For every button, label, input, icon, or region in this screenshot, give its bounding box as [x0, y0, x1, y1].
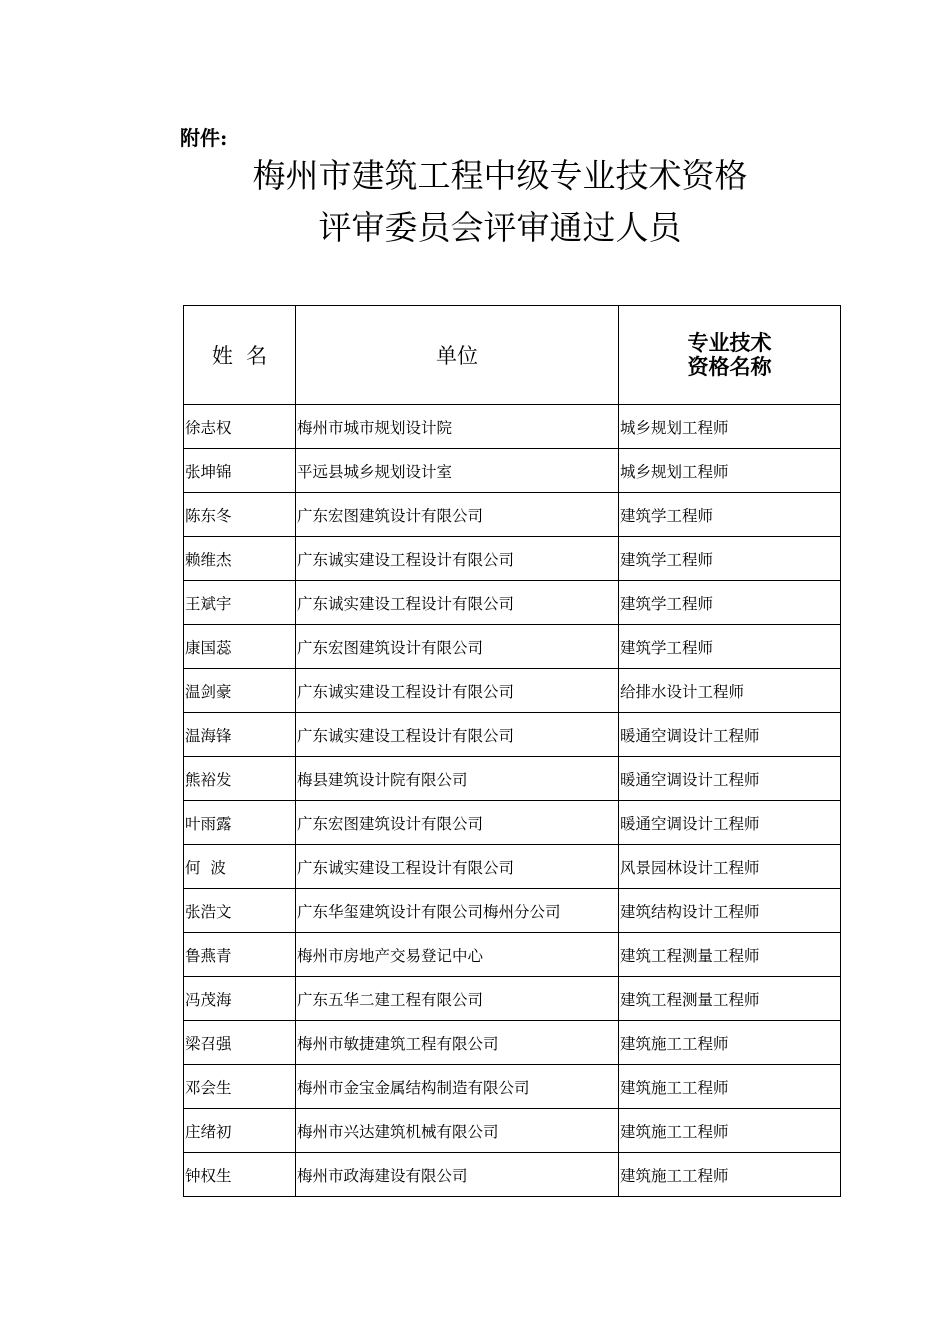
- cell-unit: 广东华玺建筑设计有限公司梅州分公司: [296, 889, 619, 933]
- title-line-1: 梅州市建筑工程中级专业技术资格: [252, 156, 748, 195]
- table-row: [184, 889, 841, 933]
- cell-name: 鲁燕青: [184, 933, 296, 977]
- header-qualification-line-2: 资格名称: [687, 355, 772, 379]
- document-title: [0, 150, 950, 254]
- cell-name: 张浩文: [184, 889, 296, 933]
- cell-unit: 梅州市敏捷建筑工程有限公司: [296, 1021, 619, 1065]
- cell-name: 王斌宇: [184, 581, 296, 625]
- cell-qualification: 建筑学工程师: [619, 493, 841, 537]
- cell-qualification: 建筑学工程师: [619, 581, 841, 625]
- cell-qualification: 暖通空调设计工程师: [619, 713, 841, 757]
- cell-unit: 广东宏图建筑设计有限公司: [296, 493, 619, 537]
- cell-unit: 梅州市房地产交易登记中心: [296, 933, 619, 977]
- table-row: [184, 977, 841, 1021]
- cell-qualification: 建筑工程测量工程师: [619, 933, 841, 977]
- cell-name: 钟权生: [184, 1153, 296, 1197]
- table-row: [184, 449, 841, 493]
- cell-name: 叶雨露: [184, 801, 296, 845]
- cell-unit: 梅县建筑设计院有限公司: [296, 757, 619, 801]
- cell-unit: 梅州市兴达建筑机械有限公司: [296, 1109, 619, 1153]
- cell-qualification: 城乡规划工程师: [619, 405, 841, 449]
- cell-qualification: 建筑结构设计工程师: [619, 889, 841, 933]
- header-unit: 单位: [296, 306, 619, 405]
- cell-unit: 平远县城乡规划设计室: [296, 449, 619, 493]
- cell-name: 庄绪初: [184, 1109, 296, 1153]
- table-row: [184, 537, 841, 581]
- cell-qualification: 风景园林设计工程师: [619, 845, 841, 889]
- cell-name: 康国蕊: [184, 625, 296, 669]
- table-row: [184, 757, 841, 801]
- table-body: [184, 405, 841, 1197]
- cell-unit: 广东诚实建设工程设计有限公司: [296, 713, 619, 757]
- table-row: [184, 1065, 841, 1109]
- cell-name: 冯茂海: [184, 977, 296, 1021]
- cell-unit: 广东宏图建筑设计有限公司: [296, 625, 619, 669]
- cell-qualification: 给排水设计工程师: [619, 669, 841, 713]
- cell-unit: 广东五华二建工程有限公司: [296, 977, 619, 1021]
- cell-unit: 梅州市金宝金属结构制造有限公司: [296, 1065, 619, 1109]
- cell-unit: 广东诚实建设工程设计有限公司: [296, 537, 619, 581]
- cell-unit: 广东诚实建设工程设计有限公司: [296, 669, 619, 713]
- table-row: [184, 933, 841, 977]
- cell-name: 何 波: [184, 845, 296, 889]
- attachment-label: 附件:: [180, 126, 228, 150]
- table-row: [184, 1021, 841, 1065]
- header-qualification: [619, 306, 841, 405]
- cell-qualification: 暖通空调设计工程师: [619, 757, 841, 801]
- cell-name: 熊裕发: [184, 757, 296, 801]
- cell-name: 赖维杰: [184, 537, 296, 581]
- cell-name: 温剑豪: [184, 669, 296, 713]
- cell-unit: 广东宏图建筑设计有限公司: [296, 801, 619, 845]
- cell-unit: 广东诚实建设工程设计有限公司: [296, 581, 619, 625]
- cell-name: 张坤锦: [184, 449, 296, 493]
- approved-personnel-table: [183, 305, 841, 1197]
- cell-qualification: 建筑学工程师: [619, 625, 841, 669]
- cell-name: 陈东冬: [184, 493, 296, 537]
- table-row: [184, 669, 841, 713]
- cell-unit: 梅州市城市规划设计院: [296, 405, 619, 449]
- header-qualification-line-1: 专业技术: [687, 331, 772, 355]
- cell-name: 温海锋: [184, 713, 296, 757]
- cell-qualification: 建筑工程测量工程师: [619, 977, 841, 1021]
- cell-qualification: 建筑施工工程师: [619, 1021, 841, 1065]
- cell-unit: 广东诚实建设工程设计有限公司: [296, 845, 619, 889]
- table-row: [184, 1109, 841, 1153]
- header-name: 姓 名: [184, 306, 296, 405]
- table-header-row: [184, 306, 841, 405]
- cell-qualification: 建筑施工工程师: [619, 1153, 841, 1197]
- table-row: [184, 581, 841, 625]
- table-row: [184, 625, 841, 669]
- table-row: [184, 845, 841, 889]
- table-row: [184, 493, 841, 537]
- cell-unit: 梅州市政海建设有限公司: [296, 1153, 619, 1197]
- cell-qualification: 暖通空调设计工程师: [619, 801, 841, 845]
- cell-name: 邓会生: [184, 1065, 296, 1109]
- table-row: [184, 405, 841, 449]
- cell-qualification: 城乡规划工程师: [619, 449, 841, 493]
- cell-name: 梁召强: [184, 1021, 296, 1065]
- table-row: [184, 801, 841, 845]
- cell-qualification: 建筑施工工程师: [619, 1065, 841, 1109]
- table-row: [184, 1153, 841, 1197]
- cell-name: 徐志权: [184, 405, 296, 449]
- table-row: [184, 713, 841, 757]
- cell-qualification: 建筑施工工程师: [619, 1109, 841, 1153]
- title-line-2: 评审委员会评审通过人员: [318, 208, 682, 247]
- cell-qualification: 建筑学工程师: [619, 537, 841, 581]
